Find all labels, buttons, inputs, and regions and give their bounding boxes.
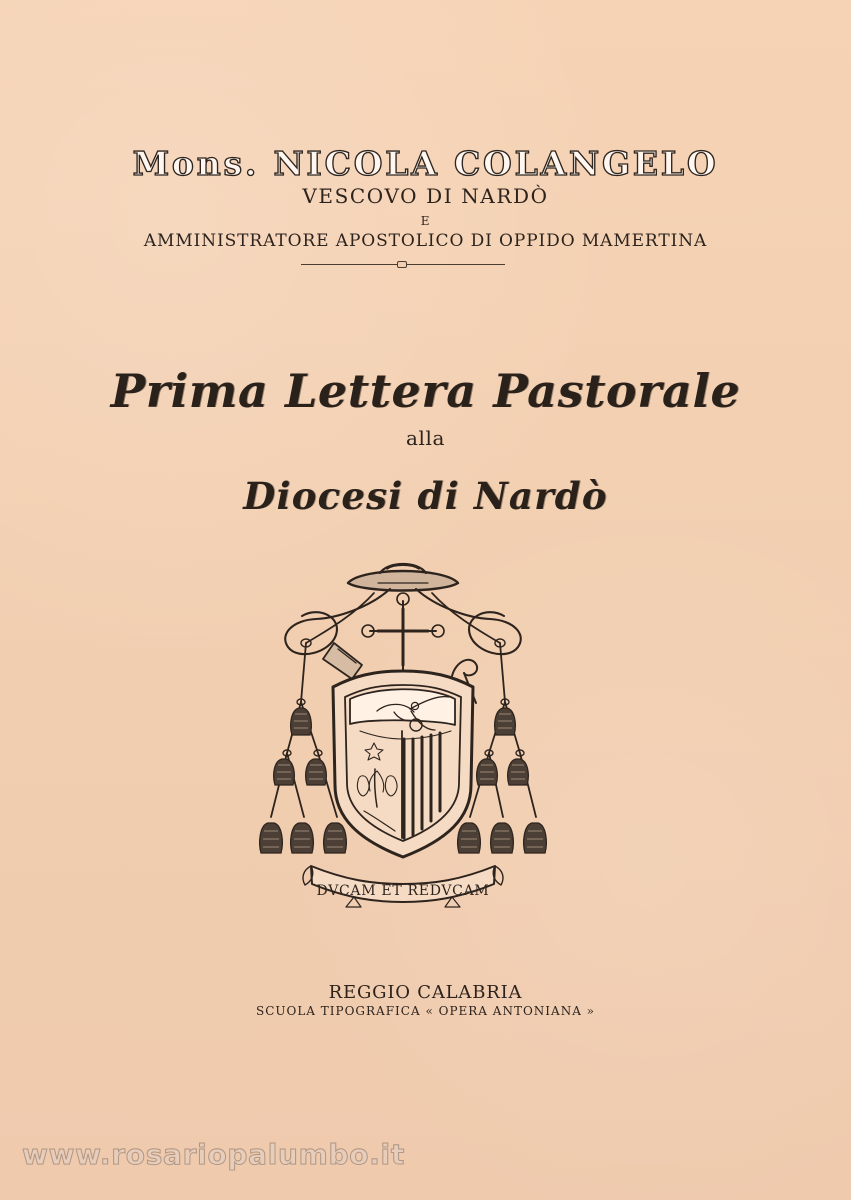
- crest-motto: DVCAM ET REDVCAM: [316, 883, 490, 899]
- publisher-name: SCUOLA TIPOGRAFICA « OPERA ANTONIANA »: [255, 1004, 596, 1018]
- title-connector: alla: [405, 426, 446, 450]
- website-watermark: www.rosariopalumbo.it: [22, 1138, 405, 1171]
- bishop-title: VESCOVO DI NARDÒ: [302, 184, 549, 208]
- header-connector: E: [420, 214, 431, 228]
- page-subtitle: Diocesi di Nardò: [243, 474, 608, 518]
- administrator-title: AMMINISTRATORE APOSTOLICO DI OPPIDO MAMERTINA: [143, 231, 708, 251]
- ornamental-rule-icon: [301, 264, 505, 265]
- coat-of-arms-icon: [250, 555, 556, 913]
- page-title: Prima Lettera Pastorale: [110, 364, 741, 418]
- publisher-city: REGGIO CALABRIA: [328, 982, 523, 1003]
- author-line: Mons. NICOLA COLANGELO: [132, 144, 719, 183]
